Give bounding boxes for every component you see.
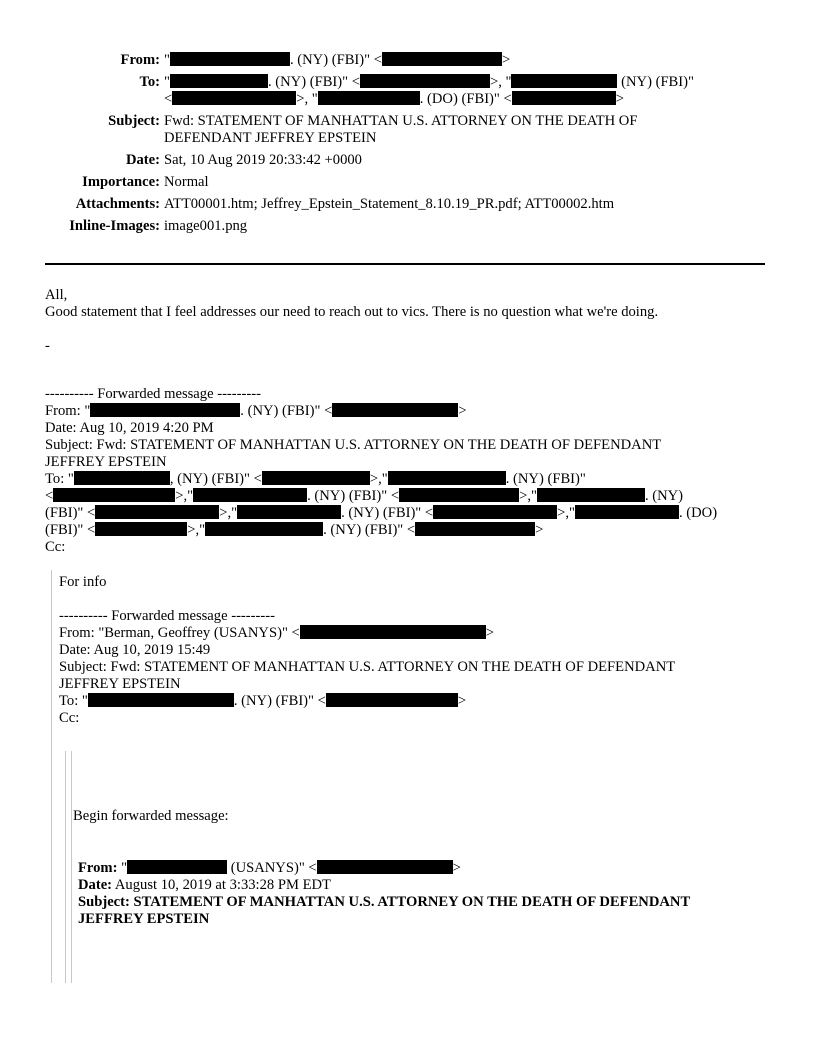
text: From: "Berman, Geoffrey (USANYS)" < bbox=[59, 625, 300, 641]
date-value: Sat, 10 Aug 2019 20:33:42 +0000 bbox=[164, 152, 362, 168]
header-attachments-row bbox=[0, 196, 724, 213]
text: " bbox=[164, 74, 170, 90]
text: From: " bbox=[45, 403, 91, 419]
forward-separator: ---------- Forwarded message --------- bbox=[45, 386, 261, 402]
text: >," bbox=[519, 488, 537, 504]
text: (FBI)" < bbox=[45, 505, 96, 521]
text: > bbox=[458, 403, 467, 419]
text: >, " bbox=[489, 74, 512, 90]
forwarded-message-2 bbox=[59, 574, 759, 727]
text: . (NY) bbox=[644, 488, 684, 504]
redaction bbox=[74, 471, 170, 485]
text: > bbox=[485, 625, 495, 641]
text: . (NY) (FBI)" < bbox=[289, 52, 382, 68]
date-label: Date: bbox=[125, 152, 160, 168]
greeting: All, bbox=[45, 287, 68, 303]
forward-to bbox=[45, 471, 770, 488]
redaction bbox=[205, 522, 323, 536]
text: To: " bbox=[45, 471, 74, 487]
redaction bbox=[53, 488, 175, 502]
redaction bbox=[88, 693, 234, 707]
redaction bbox=[90, 403, 240, 417]
header-to-row bbox=[0, 74, 724, 108]
text: (NY) (FBI)" bbox=[617, 74, 694, 90]
quote-bar bbox=[51, 570, 52, 983]
subject-value bbox=[164, 113, 724, 147]
forward-from bbox=[45, 403, 770, 420]
forward-subject bbox=[78, 894, 758, 928]
importance-value: Normal bbox=[164, 174, 209, 190]
text: " bbox=[117, 860, 128, 876]
message-body bbox=[45, 287, 770, 556]
forward-subject: Subject: Fwd: STATEMENT OF MANHATTAN U.S. ATTORNEY ON THE DEATH OF DEFENDANT bbox=[59, 659, 676, 675]
forward-subject: JEFFREY EPSTEIN bbox=[45, 454, 167, 470]
text: . (NY) (FBI)" < bbox=[307, 488, 400, 504]
redaction bbox=[415, 522, 535, 536]
text: > bbox=[615, 91, 624, 107]
text: . (NY) (FBI)" < bbox=[267, 74, 360, 90]
redaction bbox=[300, 625, 486, 639]
text: >," bbox=[187, 522, 206, 538]
text: " bbox=[164, 52, 170, 68]
for-info: For info bbox=[59, 574, 107, 590]
forward-separator: ---------- Forwarded message --------- bbox=[59, 608, 275, 624]
forward-to bbox=[59, 693, 759, 710]
forward-cc: Cc: bbox=[59, 710, 80, 726]
redaction bbox=[193, 488, 307, 502]
text: > bbox=[452, 860, 461, 876]
forward-date bbox=[78, 877, 758, 894]
header-date-row bbox=[0, 152, 724, 169]
text: > bbox=[501, 52, 511, 68]
subject-line: Fwd: STATEMENT OF MANHATTAN U.S. ATTORNEY ON THE DEATH OF bbox=[164, 113, 638, 129]
attachments-label: Attachments: bbox=[75, 196, 160, 212]
text: >," bbox=[557, 505, 575, 521]
email-header bbox=[0, 52, 724, 240]
subject-value: STATEMENT OF MANHATTAN U.S. ATTORNEY ON THE DEATH OF DEFENDANT JEFFREY EPSTEIN bbox=[78, 894, 690, 927]
redaction bbox=[127, 860, 227, 874]
forward-subject: Subject: Fwd: STATEMENT OF MANHATTAN U.S. ATTORNEY ON THE DEATH OF DEFENDANT bbox=[45, 437, 662, 453]
text: > bbox=[535, 522, 544, 538]
text: (USANYS)" < bbox=[227, 860, 317, 876]
forward-subject: JEFFREY EPSTEIN bbox=[59, 676, 181, 692]
from-value bbox=[164, 52, 724, 69]
redaction bbox=[95, 522, 187, 536]
forward-date: Date: Aug 10, 2019 15:49 bbox=[59, 642, 211, 658]
text: . (NY) (FBI)" < bbox=[341, 505, 434, 521]
text: . (NY) (FBI)" < bbox=[233, 693, 326, 709]
redaction bbox=[511, 74, 617, 88]
text: . (DO) bbox=[678, 505, 718, 521]
redaction bbox=[537, 488, 645, 502]
redaction bbox=[170, 52, 290, 66]
header-divider bbox=[45, 263, 765, 265]
forward-to bbox=[45, 488, 770, 505]
forward-date: Date: Aug 10, 2019 4:20 PM bbox=[45, 420, 214, 436]
to-value bbox=[164, 74, 724, 108]
text: >," bbox=[219, 505, 238, 521]
text: , (NY) (FBI)" < bbox=[169, 471, 262, 487]
dash: - bbox=[45, 338, 50, 354]
inline-images-label: Inline-Images: bbox=[69, 218, 160, 234]
subject-label: Subject: bbox=[108, 113, 160, 129]
header-inline-images-row bbox=[0, 218, 724, 235]
message-line: Good statement that I feel addresses our need to reach out to vics. There is no question what we're doing. bbox=[45, 304, 659, 320]
forwarded-message-3 bbox=[78, 860, 758, 928]
from-label: From: bbox=[120, 52, 160, 68]
text: . (NY) (FBI)" bbox=[505, 471, 586, 487]
redaction bbox=[388, 471, 506, 485]
inline-images-value: image001.png bbox=[164, 218, 248, 234]
text: > bbox=[457, 693, 467, 709]
text: < bbox=[45, 488, 54, 504]
text: . (NY) (FBI)" < bbox=[323, 522, 416, 538]
text: (FBI)" < bbox=[45, 522, 96, 538]
redaction bbox=[170, 74, 268, 88]
date-value: August 10, 2019 at 3:33:28 PM EDT bbox=[112, 877, 331, 893]
redaction bbox=[433, 505, 557, 519]
from-label: From: bbox=[78, 860, 118, 876]
redaction bbox=[317, 860, 453, 874]
forward-to bbox=[45, 522, 770, 539]
begin-forwarded: Begin forwarded message: bbox=[73, 808, 229, 824]
quote-bar bbox=[65, 751, 66, 983]
text: >," bbox=[175, 488, 194, 504]
text: To: " bbox=[59, 693, 88, 709]
forward-from bbox=[78, 860, 758, 877]
redaction bbox=[399, 488, 519, 502]
redaction bbox=[382, 52, 502, 66]
redaction bbox=[237, 505, 341, 519]
subject-label: Subject: bbox=[78, 894, 130, 910]
text: >," bbox=[369, 471, 388, 487]
date-label: Date: bbox=[78, 877, 113, 893]
redaction bbox=[318, 91, 420, 105]
redaction bbox=[95, 505, 219, 519]
to-label: To: bbox=[139, 74, 160, 90]
header-importance-row bbox=[0, 174, 724, 191]
subject-line: DEFENDANT JEFFREY EPSTEIN bbox=[164, 130, 377, 146]
forwarded-message-1 bbox=[45, 386, 770, 556]
redaction bbox=[512, 91, 616, 105]
redaction bbox=[360, 74, 490, 88]
forward-to bbox=[45, 505, 770, 522]
header-from-row bbox=[0, 52, 724, 69]
text: < bbox=[164, 91, 173, 107]
text: . (NY) (FBI)" < bbox=[240, 403, 333, 419]
redaction bbox=[262, 471, 370, 485]
attachments-value: ATT00001.htm; Jeffrey_Epstein_Statement_8.10.19_PR.pdf; ATT00002.htm bbox=[164, 196, 615, 212]
redaction bbox=[332, 403, 458, 417]
redaction bbox=[326, 693, 458, 707]
quote-bar bbox=[71, 751, 72, 983]
importance-label: Importance: bbox=[82, 174, 160, 190]
text: . (DO) (FBI)" < bbox=[419, 91, 512, 107]
redaction bbox=[575, 505, 679, 519]
text: >, " bbox=[296, 91, 318, 107]
forward-from bbox=[59, 625, 759, 642]
redaction bbox=[172, 91, 296, 105]
header-subject-row bbox=[0, 113, 724, 147]
forward-cc: Cc: bbox=[45, 539, 66, 555]
